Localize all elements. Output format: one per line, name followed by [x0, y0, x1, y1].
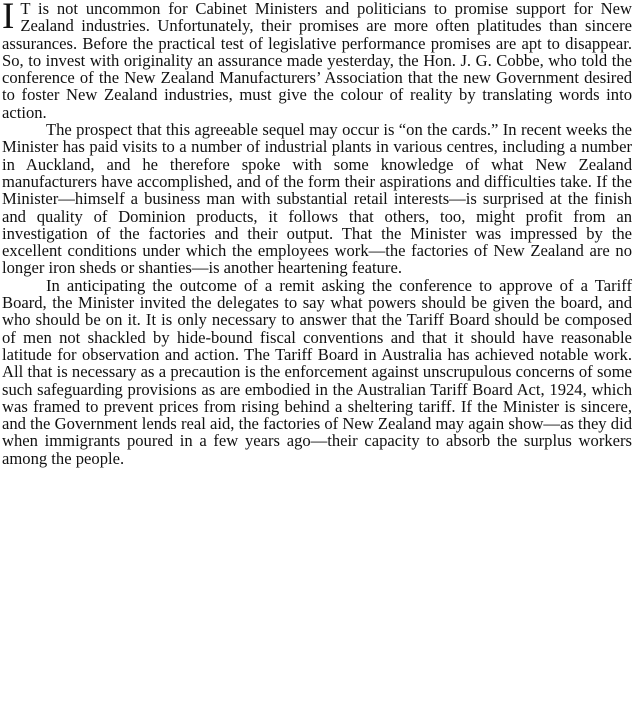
paragraph-3-text: In anticipating the outcome of a remit asking the conference to approve of a Tariff Board, the Minister invited the delegates to say what powers should be given the board, and who should be on it. It is only necessary to answer that the Tariff Board should be composed of men not shackled by hide-bound fiscal conventions and that it should have reasonable latitude for observation and action. The Tariff Board in Australia has achieved notable work. All that is necessary as a precaution is the enforcement against unscrupulous concerns of some such safeguarding provisions as are embodied in the Australian Tariff Board Act, 1924, which was framed to prevent prices from rising behind a sheltering tariff. If the Minister is sincere, and the Government lends real aid, the factories of New Zealand may again show—as they did when immigrants poured in a few years ago—their capacity to absorb the surplus workers among the people.: [2, 275, 632, 468]
article-paragraph-3: [2, 277, 632, 467]
paragraph-1-text: T is not uncommon for Cabinet Ministers and politicians to promise support for New Zealand industries. Unfortunately, their promises are more often platitudes than sincere assurances. Before the practical test of legislative performance promises are apt to disappear. So, to invest with originality an assurance made yesterday, the Hon. J. G. Cobbe, who told the conference of the New Zealand Manufacturers’ Association that the new Government desired to foster New Zealand industries, must give the colour of reality by translating words into action.: [2, 0, 632, 122]
article-paragraph-2: [2, 121, 632, 277]
article-column: [2, 0, 632, 467]
paragraph-2-text: The prospect that this agreeable sequel may occur is “on the cards.” In recent weeks the Minister has paid visits to a number of industrial plants in various centres, including a number in Auckland, and he therefore spoke with some knowledge of what New Zealand manufacturers have accomplished, and of the form their aspirations and difficulties take. If the Minister—himself a business man with substantial retail interests—is surprised at the finish and quality of Dominion products, it follows that others, too, might profit from an investigation of the factories and their output. That the Minister was impressed by the excellent conditions under which the employees work—the factories of New Zealand are no longer iron sheds or shanties—is another heartening feature.: [2, 120, 632, 278]
drop-cap-letter: I: [2, 0, 15, 37]
article-paragraph-1: [2, 0, 632, 121]
